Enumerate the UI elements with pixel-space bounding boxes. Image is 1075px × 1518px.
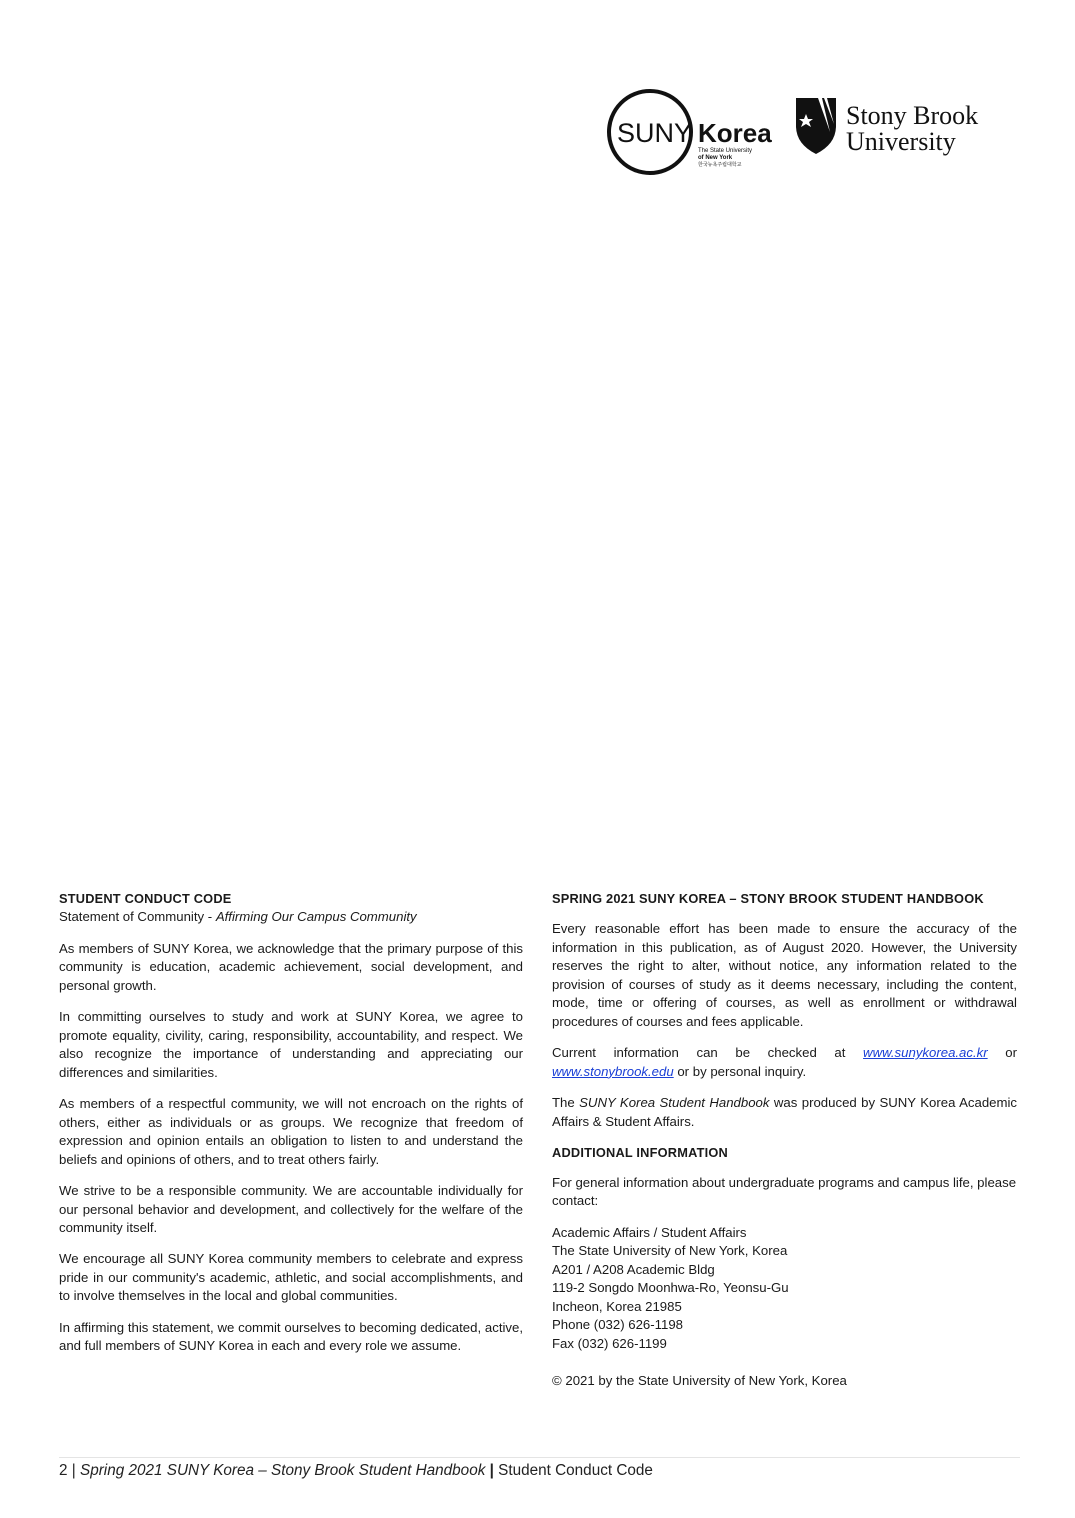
copyright-notice: © 2021 by the State University of New York, Korea bbox=[552, 1372, 847, 1388]
footer-divider bbox=[59, 1457, 1020, 1458]
address-line: The State University of New York, Korea bbox=[552, 1243, 788, 1259]
produced-by-start: The bbox=[552, 1094, 580, 1110]
conduct-paragraph: In affirming this statement, we commit ourselves to becoming dedicated, active, and full members of SUNY Korea in each and every role we assume. bbox=[59, 1319, 523, 1354]
fax-line: Fax (032) 626-1199 bbox=[552, 1336, 667, 1352]
student-conduct-column bbox=[59, 890, 523, 1368]
produced-by-paragraph bbox=[552, 1094, 1017, 1131]
conduct-paragraph: We encourage all SUNY Korea community members to celebrate and express pride in our community's academic, athletic, and social accomplishments, and to involve themselves in the local and global communities. bbox=[59, 1251, 523, 1304]
subheading-plain: Statement of Community - bbox=[59, 909, 216, 924]
current-info-paragraph bbox=[552, 1044, 1017, 1081]
suny-korea-logo bbox=[604, 86, 779, 178]
subheading-italic: Affirming Our Campus Community bbox=[215, 909, 417, 924]
phone-line: Phone (032) 626-1198 bbox=[552, 1317, 683, 1333]
conduct-paragraph: In committing ourselves to study and work at SUNY Korea, we agree to promote equality, civility, caring, responsibility, accountability, and respect. We also recognize the importance of understanding and appreciating our differences and similarities. bbox=[59, 1008, 523, 1080]
address-line: 119-2 Songdo Moonhwa-Ro, Yeonsu-Gu bbox=[552, 1280, 789, 1296]
suny-logo-line1: The State University bbox=[698, 148, 753, 154]
suny-logo-line2: of New York bbox=[698, 155, 733, 161]
footer-section: Student Conduct Code bbox=[498, 1462, 653, 1479]
page-number: 2 bbox=[59, 1462, 68, 1479]
address-line: A201 / A208 Academic Bldg bbox=[552, 1261, 715, 1277]
contact-intro-paragraph: For general information about undergraduate programs and campus life, please contact: bbox=[552, 1174, 1017, 1209]
handbook-info-column bbox=[552, 890, 1017, 1403]
footer-separator: | bbox=[485, 1462, 499, 1479]
footer-separator: | bbox=[67, 1462, 80, 1479]
handbook-title-italic: SUNY Korea Student Handbook bbox=[579, 1094, 770, 1110]
page-footer bbox=[59, 1462, 653, 1480]
current-info-end: or by personal inquiry. bbox=[673, 1063, 807, 1079]
conduct-paragraph: We strive to be a responsible community. We are accountable individually for our personal behavior and development, and collectively for the welfare of the community itself. bbox=[59, 1182, 523, 1236]
produced-by-end: was produced by SUNY Korea Academic Affairs & Student Affairs. bbox=[552, 1094, 1018, 1129]
address-line: Incheon, Korea 21985 bbox=[552, 1298, 682, 1314]
sbu-logo-line1: Stony Brook bbox=[846, 101, 979, 130]
current-info-or: or bbox=[987, 1045, 1017, 1061]
contact-address bbox=[552, 1224, 1017, 1354]
additional-info-heading: ADDITIONAL INFORMATION bbox=[552, 1144, 728, 1160]
sunykorea-link[interactable]: www.sunykorea.ac.kr bbox=[863, 1045, 988, 1061]
stony-brook-logo bbox=[794, 92, 994, 162]
footer-title: Spring 2021 SUNY Korea – Stony Brook Student Handbook bbox=[80, 1462, 486, 1479]
conduct-heading: STUDENT CONDUCT CODE bbox=[59, 891, 232, 906]
stonybrook-link[interactable]: www.stonybrook.edu bbox=[552, 1063, 674, 1079]
suny-logo-line3: 한국뉴욕주립대학교 bbox=[698, 162, 742, 168]
conduct-paragraph: As members of SUNY Korea, we acknowledge that the primary purpose of this community is education, academic achievement, social development, and personal growth. bbox=[59, 940, 523, 993]
conduct-subheading bbox=[59, 908, 523, 927]
handbook-heading: SPRING 2021 SUNY KOREA – STONY BROOK STUDENT HANDBOOK bbox=[552, 891, 984, 906]
address-line: Academic Affairs / Student Affairs bbox=[552, 1224, 747, 1240]
current-info-text: Current information can be checked at bbox=[552, 1045, 864, 1061]
suny-logo-text: SUNY bbox=[617, 118, 693, 148]
korea-logo-text: Korea bbox=[698, 118, 772, 148]
conduct-paragraph: As members of a respectful community, we will not encroach on the rights of others, either as individuals or as groups. We recognize that freedom of expression and opinion entails an obligation to listen to and understand the beliefs and opinions of others, and to treat others fairly. bbox=[59, 1095, 523, 1167]
sbu-logo-line2: University bbox=[846, 127, 956, 156]
disclaimer-paragraph: Every reasonable effort has been made to ensure the accuracy of the information in this publication, as of August 2020. However, the University reserves the right to alter, without notice, any information related to the provision of courses of study as it deems necessary, including the content, mode, time or offering of courses, as well as enrollment or withdrawal procedures of courses and fees applicable. bbox=[552, 921, 1017, 1029]
